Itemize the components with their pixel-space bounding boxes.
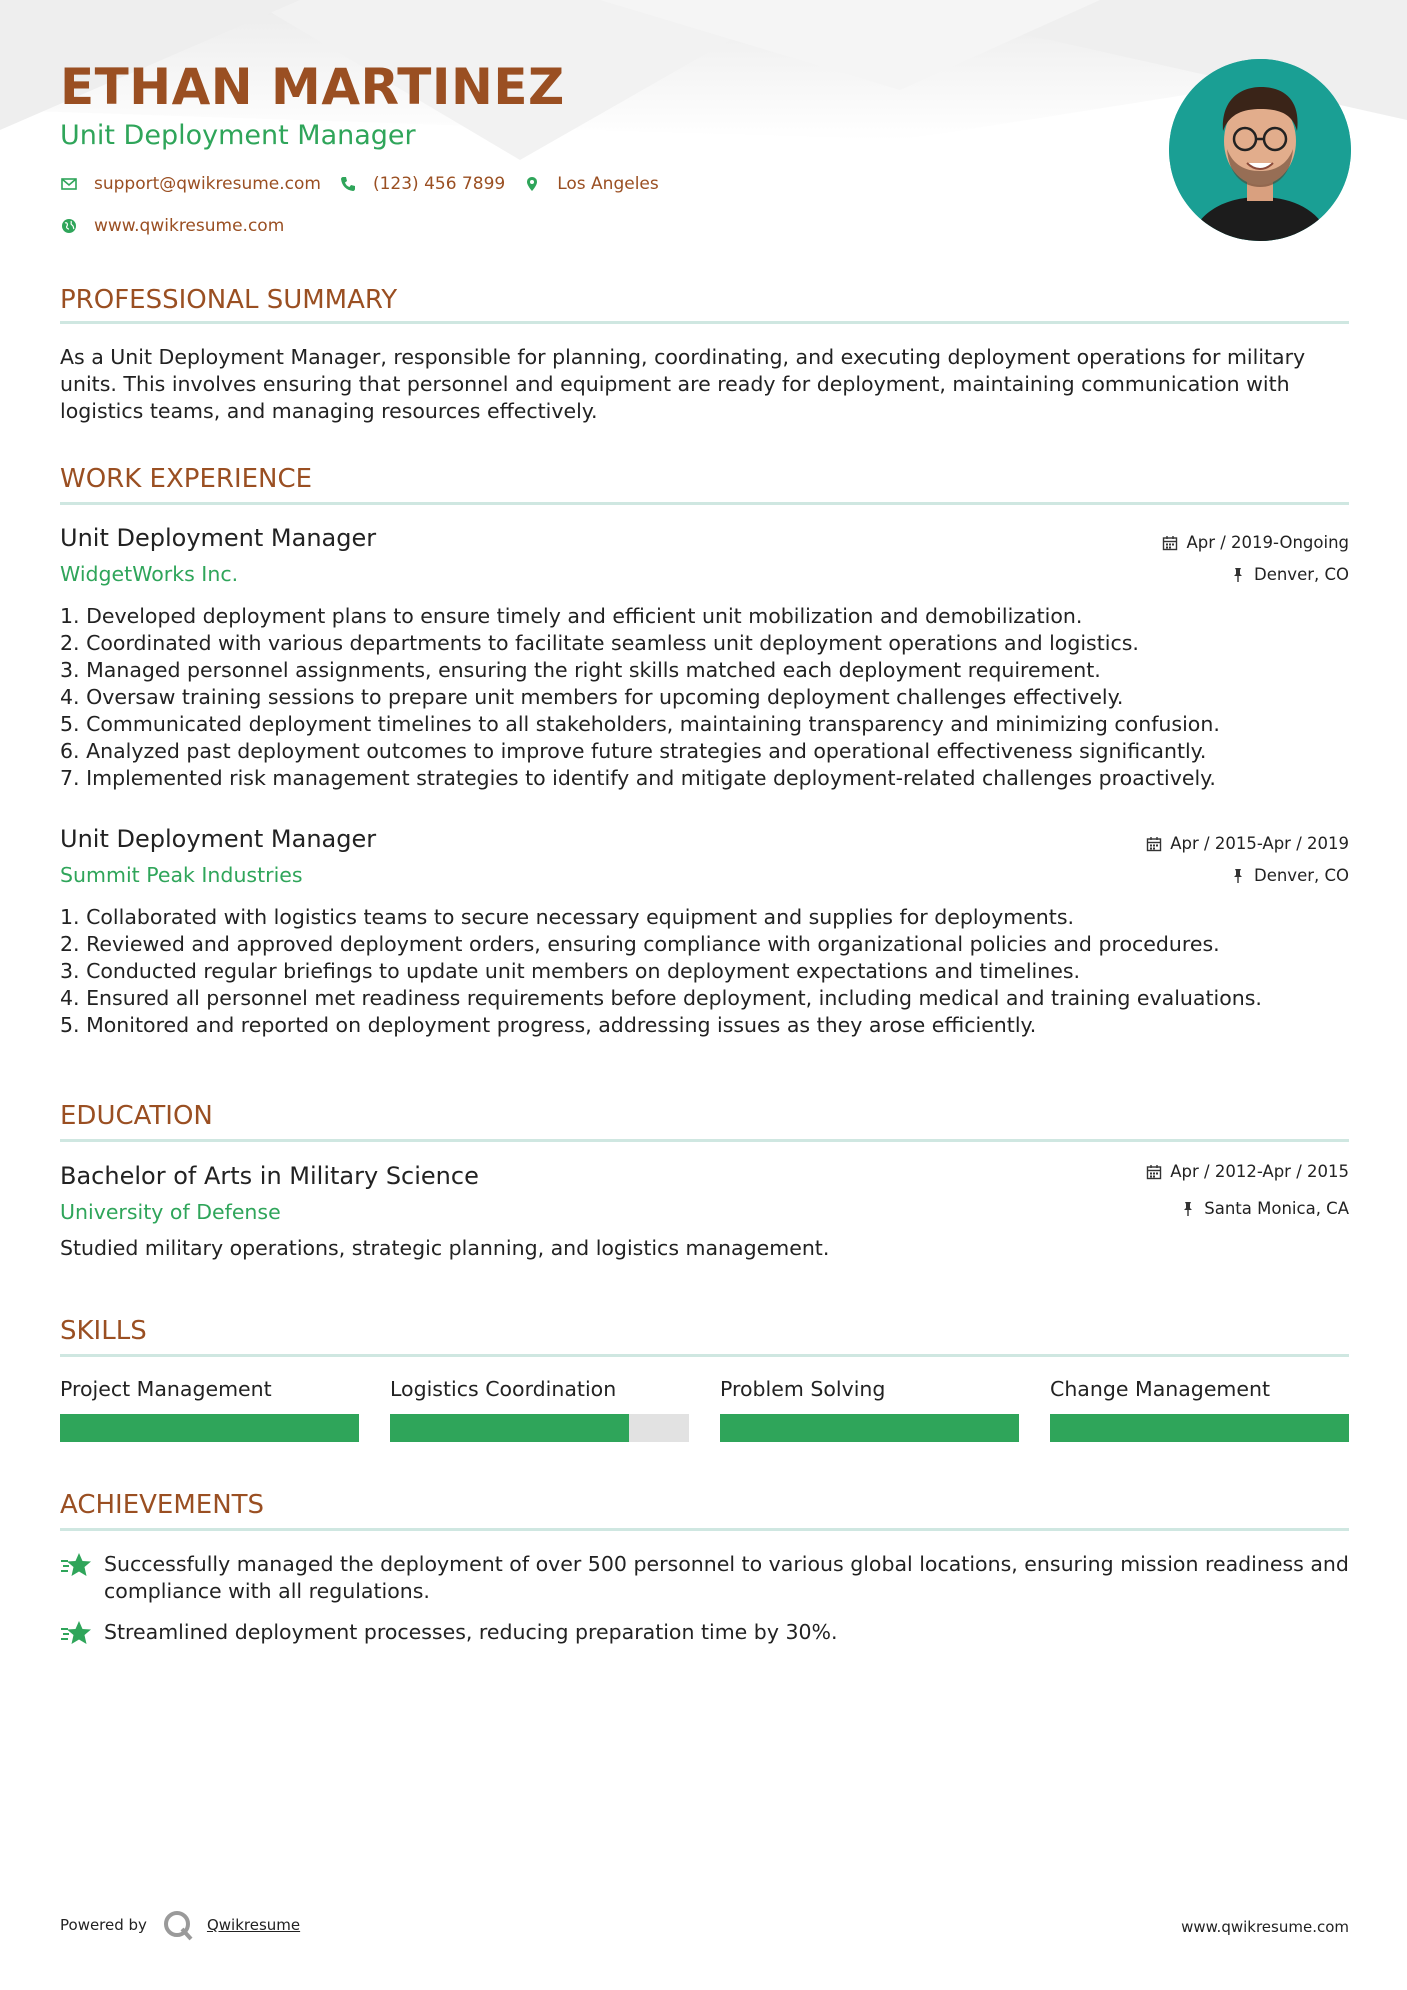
job-company: WidgetWorks Inc.: [60, 562, 239, 586]
section-title-summary: PROFESSIONAL SUMMARY: [60, 285, 398, 315]
skill-level-fill: [720, 1414, 1019, 1442]
job-dates-text: Apr / 2015-Apr / 2019: [1170, 834, 1349, 853]
job-dates: [1146, 836, 1349, 853]
phone-icon: [339, 175, 357, 193]
job-location: [1230, 868, 1349, 885]
list-item: 1. Developed deployment plans to ensure timely and efficient unit mobilization and demobilization.: [60, 604, 1083, 628]
list-item: 1. Collaborated with logistics teams to secure necessary equipment and supplies for deployments.: [60, 905, 1075, 929]
section-title-achievements: ACHIEVEMENTS: [60, 1490, 265, 1520]
education-location-text: Santa Monica, CA: [1204, 1199, 1349, 1218]
calendar-icon: [1146, 1164, 1162, 1180]
summary-text: As a Unit Deployment Manager, responsible for planning, coordinating, and executing deployment operations for military units. This involves ensuring that personnel and equipment are ready for deployment, maintaining communication with logistics teams, and managing resources effectively.: [60, 345, 1306, 423]
job-location: [1230, 567, 1349, 584]
skill-name: Logistics Coordination: [390, 1377, 617, 1401]
list-item: 3. Conducted regular briefings to update unit members on deployment expectations and timelines.: [60, 959, 1081, 983]
job-company: Summit Peak Industries: [60, 863, 303, 887]
achievement-item: [60, 1551, 1349, 1605]
candidate-name: ETHAN MARTINEZ: [60, 58, 565, 116]
section-divider: [60, 321, 1349, 324]
footer: [60, 1900, 1349, 1940]
list-item: 6. Analyzed past deployment outcomes to improve future strategies and operational effectiveness significantly.: [60, 739, 1207, 763]
job-dates: [1162, 535, 1349, 552]
brand-link[interactable]: Qwikresume: [206, 1916, 301, 1934]
school-name: University of Defense: [60, 1200, 281, 1224]
skill-bar: [60, 1414, 359, 1442]
education-dates-text: Apr / 2012-Apr / 2015: [1170, 1162, 1349, 1181]
contact-row-website: [60, 216, 302, 236]
achievement-item: [60, 1619, 1349, 1647]
skill-level-fill: [1050, 1414, 1349, 1442]
calendar-icon: [1146, 836, 1162, 852]
globe-icon: [60, 217, 78, 235]
degree-title: Bachelor of Arts in Military Science: [60, 1162, 479, 1190]
section-title-education: EDUCATION: [60, 1101, 213, 1131]
skill-item: [720, 1379, 1019, 1442]
qwikresume-logo-icon: [161, 1908, 195, 1942]
job-title: Unit Deployment Manager: [60, 524, 377, 552]
skill-item: [390, 1379, 689, 1442]
skill-name: Problem Solving: [720, 1377, 886, 1401]
location-text: Los Angeles: [557, 174, 659, 194]
contact-row: [60, 174, 677, 194]
job-dates-text: Apr / 2019-Ongoing: [1186, 533, 1349, 552]
list-item: 2. Coordinated with various departments to facilitate seamless unit deployment operations and logistics.: [60, 631, 1139, 655]
powered-by: [60, 1908, 300, 1942]
achievement-text: Streamlined deployment processes, reducing preparation time by 30%.: [104, 1620, 838, 1644]
skill-name: Project Management: [60, 1377, 272, 1401]
list-item: 7. Implemented risk management strategies to identify and mitigate deployment-related challenges proactively.: [60, 766, 1216, 790]
education-description: Studied military operations, strategic planning, and logistics management.: [60, 1236, 830, 1260]
list-item: 2. Reviewed and approved deployment orders, ensuring compliance with organizational policies and procedures.: [60, 932, 1220, 956]
website-link[interactable]: www.qwikresume.com: [94, 216, 285, 236]
education-dates: [1146, 1164, 1349, 1181]
skill-bar: [1050, 1414, 1349, 1442]
achievement-text: Successfully managed the deployment of over 500 personnel to various global locations, ensuring mission readiness and compliance with all regulations.: [104, 1552, 1349, 1603]
pushpin-icon: [1230, 567, 1246, 583]
job-location-text: Denver, CO: [1253, 866, 1349, 885]
envelope-icon: [60, 175, 78, 193]
skill-bar: [390, 1414, 689, 1442]
candidate-title: Unit Deployment Manager: [60, 120, 416, 151]
section-divider: [60, 502, 1349, 505]
pushpin-icon: [1180, 1201, 1196, 1217]
skill-level-fill: [390, 1414, 629, 1442]
section-title-skills: SKILLS: [60, 1316, 147, 1346]
calendar-icon: [1162, 535, 1178, 551]
list-item: 4. Oversaw training sessions to prepare unit members for upcoming deployment challenges effectively.: [60, 685, 1124, 709]
skill-bar: [720, 1414, 1019, 1442]
email-link[interactable]: support@qwikresume.com: [94, 174, 321, 194]
job-title: Unit Deployment Manager: [60, 825, 377, 853]
section-divider: [60, 1139, 1349, 1142]
list-item: 5. Communicated deployment timelines to all stakeholders, maintaining transparency and minimizing confusion.: [60, 712, 1220, 736]
job-location-text: Denver, CO: [1253, 565, 1349, 584]
pushpin-icon: [1230, 868, 1246, 884]
list-item: 3. Managed personnel assignments, ensuring the right skills matched each deployment requirement.: [60, 658, 1101, 682]
skill-item: [60, 1379, 359, 1442]
powered-by-label: Powered by: [60, 1916, 147, 1934]
footer-url[interactable]: www.qwikresume.com: [1181, 1918, 1349, 1936]
skill-item: [1050, 1379, 1349, 1442]
education-location: [1180, 1201, 1349, 1218]
list-item: 4. Ensured all personnel met readiness requirements before deployment, including medical and training evaluations.: [60, 986, 1262, 1010]
section-title-experience: WORK EXPERIENCE: [60, 464, 313, 494]
map-pin-icon: [523, 175, 541, 193]
phone-number[interactable]: (123) 456 7899: [372, 174, 506, 194]
skill-name: Change Management: [1050, 1377, 1271, 1401]
star-badge-icon: [60, 1551, 92, 1579]
duty-list: [60, 603, 1349, 792]
skill-level-fill: [60, 1414, 359, 1442]
star-badge-icon: [60, 1619, 92, 1647]
duty-list: [60, 904, 1349, 1039]
section-divider: [60, 1528, 1349, 1531]
list-item: 5. Monitored and reported on deployment progress, addressing issues as they arose efficiently.: [60, 1013, 1037, 1037]
section-divider: [60, 1354, 1349, 1357]
avatar: [1169, 59, 1351, 241]
